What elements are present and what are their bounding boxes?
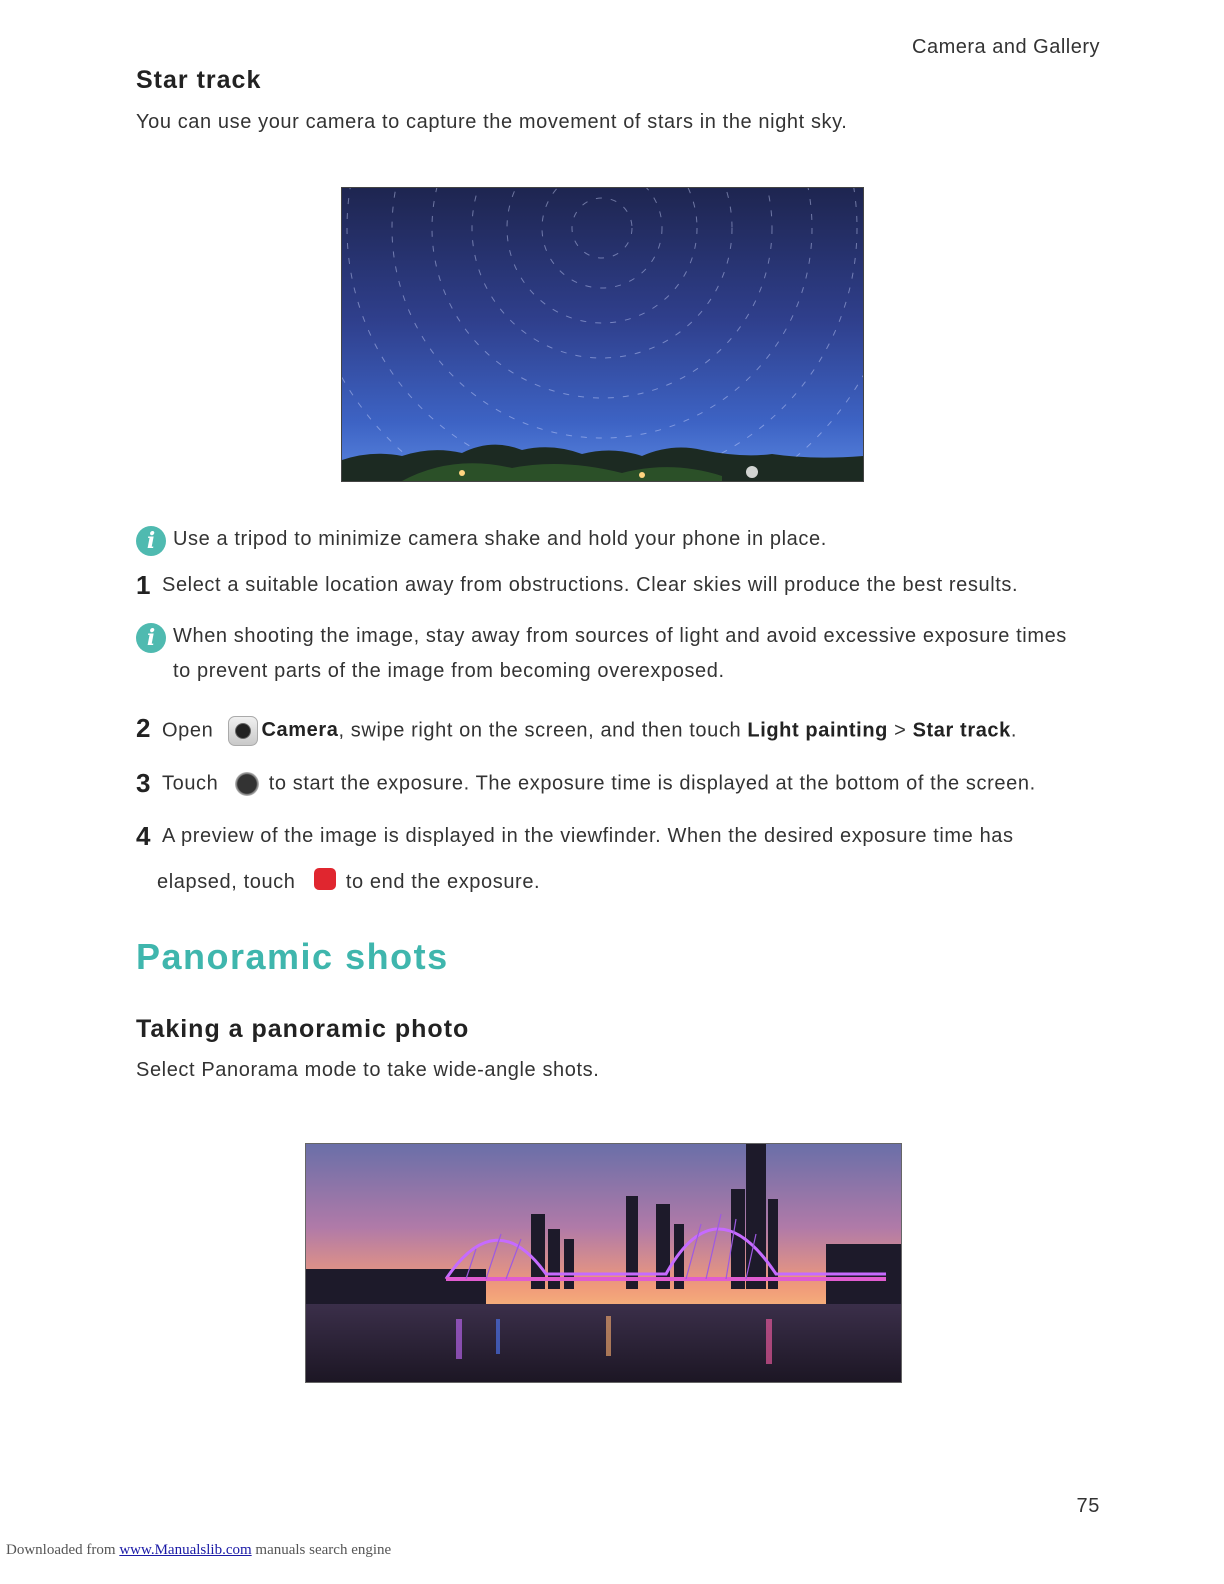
page-number: 75 [1076,1495,1100,1517]
manualslib-link[interactable]: www.Manualslib.com [119,1542,252,1558]
footer-suffix: manuals search engine [255,1542,392,1558]
exposure-note-line-1: When shooting the image, stay away from sources of light and avoid excessive exposure times [173,625,1067,647]
shutter-button-icon [235,772,259,796]
step-2-open: Open [162,719,214,742]
step-2-middle: , swipe right on the screen, and then touch [338,719,742,742]
panoramic-section-title: Panoramic shots [136,936,449,977]
step-number-4: 4 [136,821,151,851]
panoramic-intro: Select Panorama mode to take wide-angle shots. [136,1059,600,1081]
tripod-note: Use a tripod to minimize camera shake and hold your phone in place. [173,528,827,550]
panoramic-heading: Taking a panoramic photo [136,1015,470,1043]
info-icon: i [136,623,166,653]
footer-prefix: Downloaded from [6,1542,116,1558]
info-icon: i [136,526,166,556]
star-track-heading: Star track [136,66,262,94]
download-footer [6,1542,391,1559]
step-number-2: 2 [136,713,151,743]
light-painting-label: Light painting [747,719,888,742]
step-2-end: . [1010,719,1018,742]
step-1-text: Select a suitable location away from obstructions. Clear skies will produce the best results. [162,574,1019,596]
running-header: Camera and Gallery [912,36,1100,58]
star-track-label: Star track [912,719,1011,742]
exposure-note-line-2: to prevent parts of the image from becoming overexposed. [173,660,725,682]
star-track-intro: You can use your camera to capture the movement of stars in the night sky. [136,111,848,133]
camera-label: Camera [261,719,339,742]
panorama-bridge-photo [305,1143,902,1383]
star-trail-photo [341,187,864,482]
step-3-touch: Touch [162,772,219,795]
step-2-text [162,716,1017,746]
step-3-rest: to start the exposure. The exposure time is displayed at the bottom of the screen. [268,772,1036,795]
camera-app-icon [228,716,258,746]
step-3-text [162,772,1036,796]
step-number-1: 1 [136,570,151,600]
step-4-rest: to end the exposure. [345,871,541,893]
step-4-line-1: A preview of the image is displayed in the viewfinder. When the desired exposure time has [162,825,1014,847]
step-number-3: 3 [136,768,151,798]
stop-button-icon [314,868,336,890]
step-4-elapsed: elapsed, touch [157,871,296,893]
step-4-line-2 [157,871,540,894]
menu-separator: > [894,719,907,742]
